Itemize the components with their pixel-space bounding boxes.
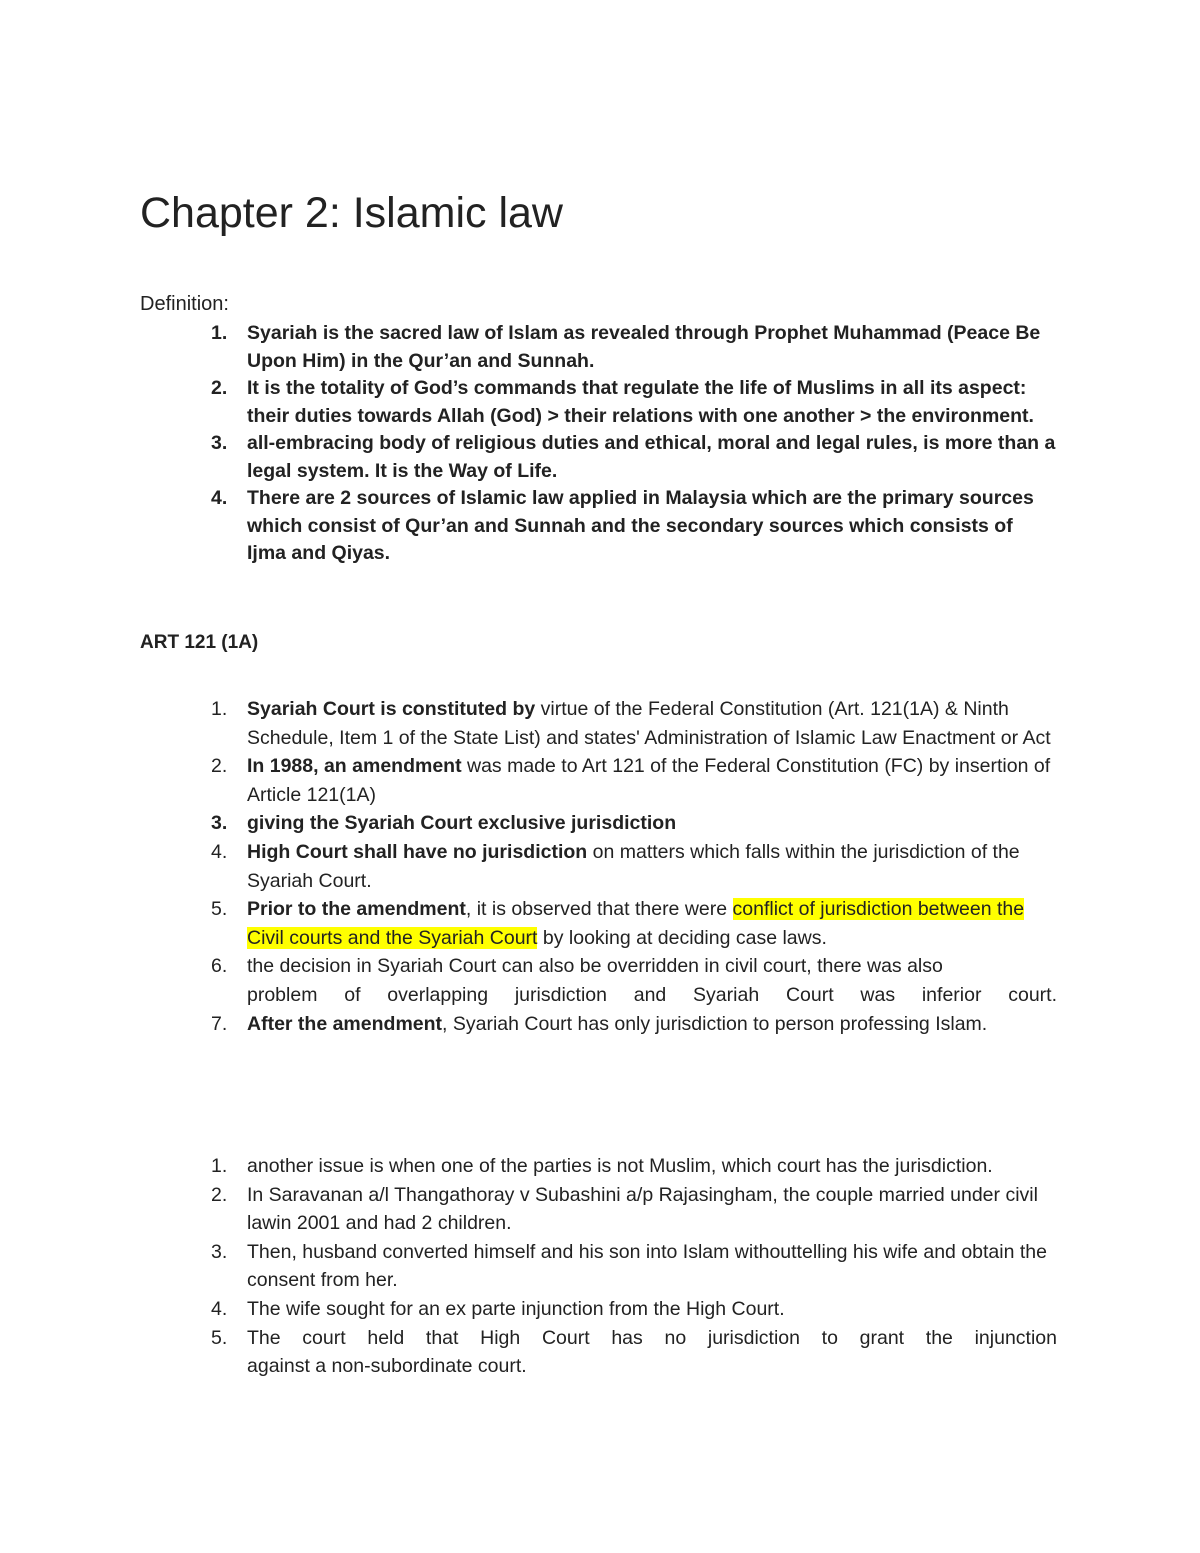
list-item	[0, 1152, 1057, 1181]
list-item	[0, 1010, 1057, 1039]
list-item	[0, 695, 1057, 752]
list-item	[0, 1324, 1057, 1381]
list-number: 4.	[211, 1297, 228, 1320]
list-item	[0, 809, 1057, 838]
list-number: 2.	[211, 755, 228, 778]
list-number: 1.	[211, 322, 228, 344]
list-item-text: problem of overlapping jurisdiction and Syariah Court was inferior court.	[247, 983, 1057, 1006]
list-item-text: It is the totality of God’s commands that regulate the life of Muslims in all its aspect: their duties towards Allah (God) > their relations with one another > the environment.	[247, 377, 1034, 427]
list-item	[0, 1181, 1057, 1238]
case-list	[0, 1152, 1200, 1381]
list-item	[0, 375, 1057, 430]
list-item	[0, 895, 1057, 952]
list-item-text: Then, husband converted himself and his son into Islam withouttelling his wife and obtain the consent from her.	[247, 1240, 1047, 1292]
definition-list	[0, 320, 1200, 568]
list-number: 2.	[211, 1183, 228, 1206]
list-item-text: In Saravanan a/l Thangathoray v Subashini a/p Rajasingham, the couple married under civil lawin 2001 and had 2 children.	[247, 1183, 1038, 1235]
list-number: 5.	[211, 1326, 228, 1349]
list-item	[0, 430, 1057, 485]
list-item	[0, 752, 1057, 809]
bold-phrase: Syariah Court is constituted by	[247, 698, 536, 720]
list-item	[0, 838, 1057, 895]
list-item-text: The wife sought for an ex parte injunction from the High Court.	[247, 1297, 785, 1320]
list-item-text: the decision in Syariah Court can also be overridden in civil court, there was also	[247, 955, 943, 978]
list-number: 2.	[211, 377, 228, 399]
list-item-text: virtue of the Federal Constitution (Art. 121(1A) & Ninth Schedule, Item 1 of the State List) and states' Administration of Islamic Law Enactment or Act	[247, 698, 1051, 749]
list-item-text: The court held that High Court has no jurisdiction to grant the injunction	[247, 1326, 1057, 1349]
list-number: 3.	[211, 432, 228, 454]
list-number: 4.	[211, 487, 228, 509]
list-item-text: on matters which falls within the jurisdiction of the Syariah Court.	[247, 840, 1020, 892]
list-item-text: , it is observed that there were	[465, 898, 733, 921]
list-item	[0, 952, 1057, 1009]
list-item-text: There are 2 sources of Islamic law applied in Malaysia which are the primary sources which consist of Qur’an and Sunnah and the secondary sources which consists of Ijma and Qiyas.	[247, 487, 1034, 564]
bold-phrase: High Court shall have no jurisdiction	[247, 840, 588, 863]
art-121-list	[0, 695, 1200, 1038]
list-number: 1.	[211, 698, 228, 720]
list-item-text: was made to Art 121 of the Federal Constitution (FC) by insertion of Article 121(1A)	[247, 755, 1051, 806]
list-number: 7.	[211, 1012, 228, 1035]
list-number: 6.	[211, 955, 228, 978]
highlighted-text: conflict of jurisdiction between the Civil courts and the Syariah Court	[247, 898, 1025, 949]
list-item	[0, 485, 1057, 568]
list-item-text: Syariah is the sacred law of Islam as revealed through Prophet Muhammad (Peace Be Upon Him) in the Qur’an and Sunnah.	[247, 322, 1041, 372]
page-title: Chapter 2: Islamic law	[140, 189, 563, 237]
list-number: 1.	[211, 1155, 228, 1177]
bold-phrase: In 1988, an amendment	[247, 755, 462, 778]
list-number: 3.	[211, 1240, 228, 1263]
list-item-text: against a non-subordinate court.	[247, 1355, 527, 1378]
list-item	[0, 320, 1057, 375]
bold-phrase: Prior to the amendment	[247, 898, 466, 921]
list-item	[0, 1295, 1057, 1324]
bold-phrase: After the amendment	[247, 1012, 443, 1035]
list-item-text: , Syariah Court has only jurisdiction to person professing Islam.	[442, 1012, 988, 1035]
list-number: 5.	[211, 898, 228, 921]
definition-heading: Definition:	[140, 293, 229, 315]
list-number: 3.	[211, 812, 228, 835]
list-item-text: another issue is when one of the parties is not Muslim, which court has the jurisdiction.	[247, 1155, 993, 1177]
list-item-text: by looking at deciding case laws.	[537, 926, 827, 949]
list-item-text: all-embracing body of religious duties and ethical, moral and legal rules, is more than a legal system. It is the Way of Life.	[247, 432, 1056, 482]
list-item	[0, 1238, 1057, 1295]
list-number: 4.	[211, 840, 228, 863]
bold-phrase: giving the Syariah Court exclusive jurisdiction	[247, 812, 677, 835]
art-121-heading: ART 121 (1A)	[140, 632, 259, 653]
